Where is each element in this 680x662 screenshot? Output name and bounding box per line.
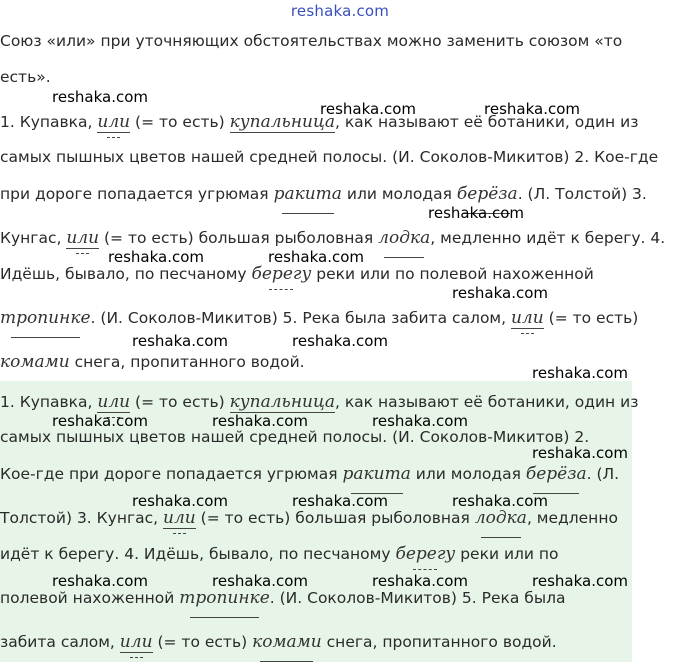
watermark: reshaka.com <box>452 492 548 510</box>
task-line-3: при дороге попадается угрюмая ракита или молодая берёза. (Л. Толстой) 3. <box>0 184 647 204</box>
watermark: reshaka.com <box>52 88 148 106</box>
watermark: reshaka.com <box>484 100 580 118</box>
watermark: reshaka.com <box>132 492 228 510</box>
word-lodka: лодка <box>474 508 527 528</box>
watermark: reshaka.com <box>108 248 204 266</box>
watermark: reshaka.com <box>52 412 148 430</box>
watermark: reshaka.com <box>292 332 388 350</box>
answer-line-3: Кое-где при дороге попадается угрюмая ракита или молодая берёза. (Л. <box>0 464 620 484</box>
word-ili: или <box>163 508 196 528</box>
intro-line-1: Союз «или» при уточняющих обстоятельствах можно заменить союзом «то <box>0 32 623 50</box>
word-komami: комами <box>252 632 322 652</box>
watermark: reshaka.com <box>212 412 308 430</box>
task-line-6: тропинке. (И. Соколов-Микитов) 5. Река была забита салом, или (= то есть) <box>0 308 639 328</box>
word-kupalnitsa: купальница <box>229 112 335 132</box>
watermark: reshaka.com <box>132 332 228 350</box>
answer-line-1: 1. Купавка, или (= то есть) купальница, как называют её ботаники, один из <box>0 392 639 412</box>
answer-line-2: самых пышных цветов нашей средней полосы. (И. Соколов-Микитов) 2. <box>0 428 590 446</box>
site-header[interactable]: reshaka.com <box>290 2 390 20</box>
word-ili: или <box>119 632 153 652</box>
watermark: reshaka.com <box>268 248 364 266</box>
word-tropinke: тропинке <box>0 308 91 328</box>
word-bereza: берёза <box>456 184 518 204</box>
answer-line-6: полевой нахоженной тропинке. (И. Соколов-Микитов) 5. Река была <box>0 588 566 608</box>
word-kupalnitsa: купальница <box>229 392 335 412</box>
task-line-7: комами снега, пропитанного водой. <box>0 352 305 372</box>
word-beregu: берегу <box>395 544 456 564</box>
word-ili: или <box>66 228 100 248</box>
word-lodka: лодка <box>378 228 431 248</box>
intro-line-2: есть». <box>0 68 51 86</box>
word-rakita: ракита <box>342 464 411 484</box>
watermark: reshaka.com <box>372 572 468 590</box>
word-rakita: ракита <box>273 184 342 204</box>
watermark: reshaka.com <box>532 364 628 382</box>
word-tropinke: тропинке <box>179 588 270 608</box>
word-ili: или <box>97 112 131 132</box>
word-ili: или <box>97 392 131 412</box>
word-beregu: берегу <box>251 264 312 284</box>
task-line-1: 1. Купавка, или (= то есть) купальница, как называют её ботаники, один из <box>0 112 639 132</box>
watermark: reshaka.com <box>52 572 148 590</box>
watermark: reshaka.com <box>428 204 524 222</box>
watermark: reshaka.com <box>212 572 308 590</box>
task-line-2: самых пышных цветов нашей средней полосы. (И. Соколов-Микитов) 2. Кое-где <box>0 148 659 166</box>
task-line-5: Идёшь, бывало, по песчаному берегу реки или по полевой нахоженной <box>0 264 594 284</box>
word-ili: или <box>510 308 544 328</box>
task-line-4: Кунгас, или (= то есть) большая рыболовная лодка, медленно идёт к берегу. 4. <box>0 228 666 248</box>
watermark: reshaka.com <box>532 572 628 590</box>
answer-line-5: идёт к берегу. 4. Идёшь, бывало, по песчаному берегу реки или по <box>0 544 559 564</box>
watermark: reshaka.com <box>372 412 468 430</box>
watermark: reshaka.com <box>532 444 628 462</box>
word-bereza: берёза <box>525 464 587 484</box>
word-komami: комами <box>0 352 70 372</box>
watermark: reshaka.com <box>320 100 416 118</box>
watermark: reshaka.com <box>452 284 548 302</box>
answer-line-7: забита салом, или (= то есть) комами снега, пропитанного водой. <box>0 632 557 652</box>
answer-line-4: Толстой) 3. Кунгас, или (= то есть) большая рыболовная лодка, медленно <box>0 508 618 528</box>
watermark: reshaka.com <box>292 492 388 510</box>
